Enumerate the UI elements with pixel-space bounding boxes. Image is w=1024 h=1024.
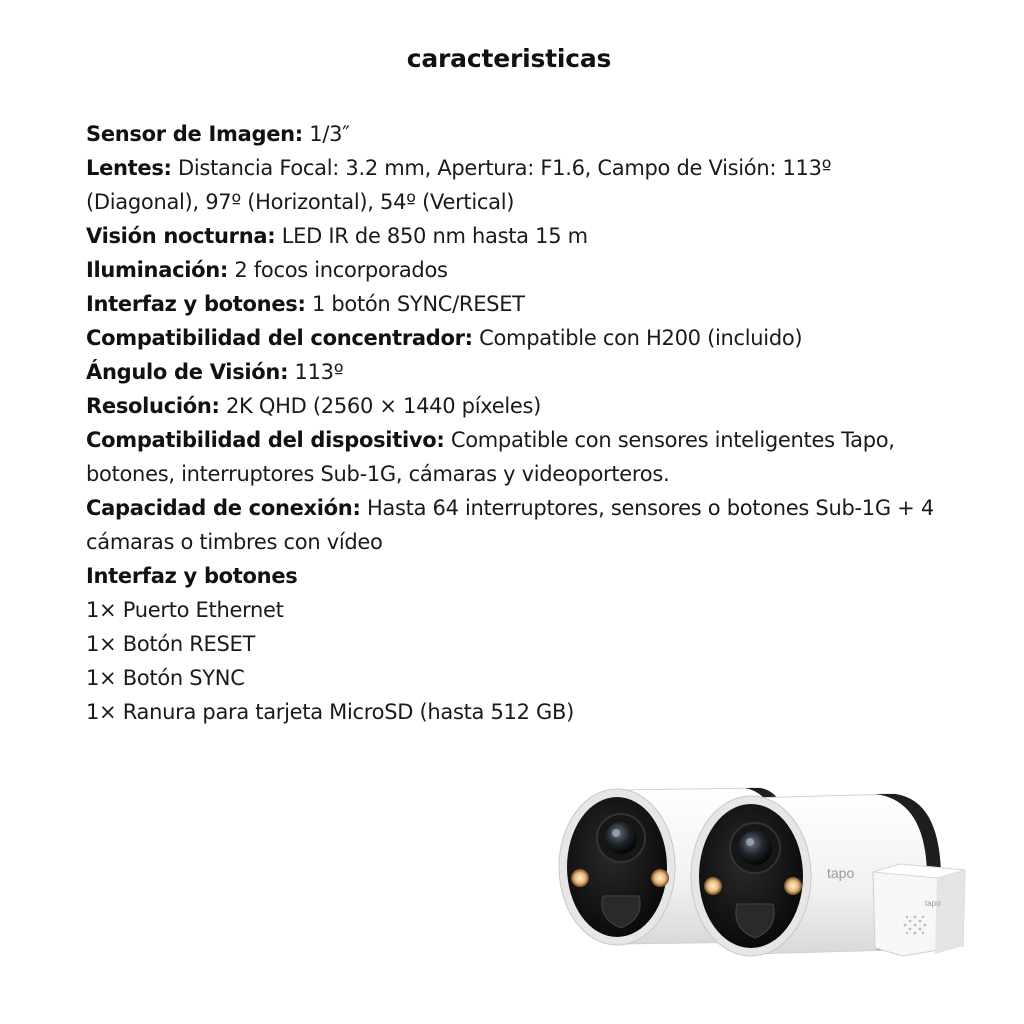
spec-interface-buttons [86, 287, 946, 321]
hub-device [873, 864, 965, 956]
spec-hub-compatibility [86, 321, 946, 355]
product-image [555, 778, 975, 968]
spec-value: Compatible con sensores inteligentes Tapo, botones, interruptores Sub-1G, cámaras y videoporteros. [86, 428, 895, 486]
spec-value: 2K QHD (2560 × 1440 píxeles) [219, 394, 542, 418]
spec-value: 113º [288, 360, 344, 384]
spec-label: Iluminación: [86, 258, 228, 282]
spec-label: Sensor de Imagen: [86, 122, 303, 146]
port-item: 1× Botón RESET [86, 632, 256, 656]
spec-night-vision [86, 219, 946, 253]
spec-device-compatibility [86, 423, 946, 491]
spec-sensor [86, 117, 946, 151]
spec-interface-heading [86, 559, 946, 593]
camera-brand-logo: tapo [827, 865, 855, 881]
port-item: 1× Puerto Ethernet [86, 598, 284, 622]
spec-value: 2 focos incorporados [228, 258, 448, 282]
port-item: 1× Ranura para tarjeta MicroSD (hasta 512 GB) [86, 700, 574, 724]
page-title: caracteristicas [406, 44, 612, 73]
spec-value: 1/3″ [302, 122, 350, 146]
spec-label: Resolución: [86, 394, 220, 418]
spec-value: 1 botón SYNC/RESET [305, 292, 525, 316]
spec-label: Lentes: [86, 156, 172, 180]
spec-value: Compatible con H200 (incluido) [472, 326, 803, 350]
spec-view-angle [86, 355, 946, 389]
spec-label: Interfaz y botones: [86, 292, 306, 316]
spec-value: Distancia Focal: 3.2 mm, Apertura: F1.6, Campo de Visión: 113º (Diagonal), 97º (Horizontal), 54º (Vertical) [86, 156, 832, 214]
spec-label: Capacidad de conexión: [86, 496, 361, 520]
spec-label: Visión nocturna: [86, 224, 276, 248]
port-item: 1× Botón SYNC [86, 666, 245, 690]
spec-label: Interfaz y botones [86, 564, 298, 588]
spec-value: Hasta 64 interruptores, sensores o botones Sub-1G + 4 cámaras o timbres con vídeo [86, 496, 934, 554]
spec-value: LED IR de 850 nm hasta 15 m [275, 224, 588, 248]
spec-resolution [86, 389, 946, 423]
spec-label: Ángulo de Visión: [86, 360, 289, 384]
hub-brand-logo: tapo [925, 899, 941, 908]
spec-list [86, 117, 946, 729]
spec-label: Compatibilidad del concentrador: [86, 326, 473, 350]
spec-connection-capacity [86, 491, 946, 559]
spec-illumination [86, 253, 946, 287]
spec-lenses [86, 151, 946, 219]
spec-label: Compatibilidad del dispositivo: [86, 428, 445, 452]
